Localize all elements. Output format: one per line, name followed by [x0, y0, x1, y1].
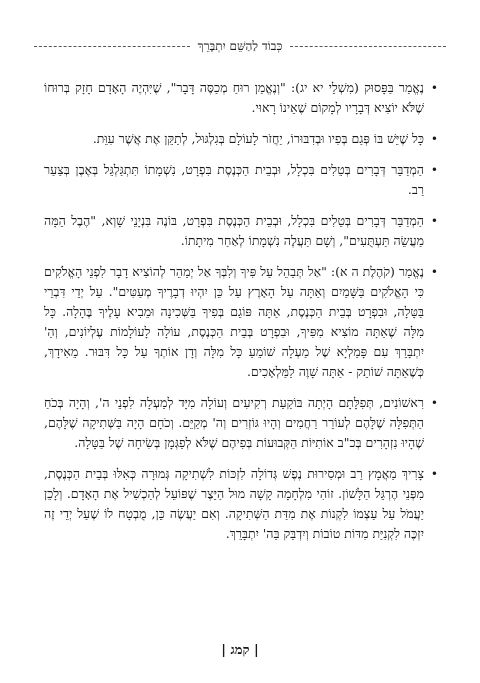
paragraph-text: כָּל שֶׁיֵּשׁ בּוֹ פְּגַם בְּפִיו וּבְדִבּוּרוֹ, יַחֲזֹר לָעוֹלָם בְּגִלְגּוּל, לְתַקֵּן אֶת אֲשֶׁר עִוֵּת.	[92, 131, 424, 146]
bullet-marker: •	[430, 132, 438, 146]
paragraph-text: הַמְדַבֵּר דְּבָרִים בְּטֵלִים בִּכְלָל, וּבְבֵית הַכְּנֶסֶת בִּפְרָט, נִשְׁמָתוֹ תִּתְגַּלְגֵּל בְּאֶבֶן בְּצַעַר רַב.	[44, 162, 424, 197]
page-body	[44, 78, 438, 555]
paragraph	[44, 129, 438, 149]
bullet-marker: •	[430, 467, 438, 481]
paragraph	[44, 464, 438, 544]
paragraph-text: רִאשׁוֹנִים, תְּפִלָּתָם הָיְתָה בּוֹקַעַת רְקִיעִים וְעוֹלָה מִיָּד לְמַעְלָה לִפְנֵי ה', וְהָיָה בְּכֹחַ הַתְּפִלָּה שֶׁלָּהֶם לְעוֹרֵר רַחֲמִים וְהָיוּ גּוֹזְרִים וְה' מְקַיֵּם. וְכֹחָם הָיָה בַּשְּׁתִיקָה שֶׁלָּהֶם, שֶׁהָיוּ נִזְהָרִים בְּכ"ב אוֹתִיּוֹת הַקְּבוּעוֹת בְּפִיהֶם שֶׁלֹּא לְפַגְּמָן בְּשִׂיחָה שֶׁל בַּטָּלָה.	[44, 395, 424, 450]
paragraph-text: נֶאֱמַר בַּפָּסוּק (מִשְׁלֵי יא יג): "וְנֶאֱמַן רוּחַ מְכַסֶּה דָּבָר", שֶׁיִּהְיֶה הָאָדָם חָזָק בְּרוּחוֹ שֶׁלֹּא יוֹצִיא דְּבָרָיו לְמָקוֹם שֶׁאֵינוֹ רָאוּי.	[44, 80, 424, 115]
bullet-marker: •	[430, 163, 438, 177]
bullet-marker: •	[430, 214, 438, 228]
bullet-marker: •	[430, 81, 438, 95]
paragraph-text: הַמְדַבֵּר דְּבָרִים בְּטֵלִים בִּכְלָל, וּבְבֵית הַכְּנֶסֶת בִּפְרָט, בּוֹנֶה בִּנְיָנֵי שָׁוְא, "הֶבֶל הֵמָּה מַעֲשֵׂה תַּעְתֻּעִים", וְשָׁם תַּעֲלֶה נִשְׁמָתוֹ לְאַחַר מִיתָתוֹ.	[44, 213, 424, 248]
bullet-marker: •	[430, 265, 438, 279]
paragraph-text: צָרִיךְ מַאֲמָץ רַב וּמְסִירוּת נֶפֶשׁ גְּדוֹלָה לִזְכּוֹת לִשְׁתִיקָה גְּמוּרָה כְּאִלּוּ בְּבֵית הַכְּנֶסֶת, מִפְּנֵי הֶרְגֵּל הַלָּשׁוֹן. זוֹהִי מִלְחָמָה קָשָׁה מוּל הַיֵּצֶר שֶׁפּוֹעֵל לְהַכְשִׁיל אֶת הָאָדָם. וְלָכֵן יַעֲמֹל עַל עַצְמוֹ לִקְנוֹת אֶת מִדַּת הַשְּׁתִיקָה. וְאִם יַעֲשֶׂה כֵּן, מֻבְטָח לוֹ שֶׁעַל יְדֵי זֶה יִזְכֶּה לִקְנִיַּת מִדּוֹת טוֹבוֹת וְיִדְבַּק בַּה' יִתְבָּרֵךְ.	[44, 466, 424, 541]
paragraph	[44, 393, 438, 453]
bullet-marker: •	[430, 396, 438, 410]
paragraph	[44, 160, 438, 200]
paragraph	[44, 211, 438, 251]
paragraph-text: נֶאֱמַר (קֹהֶלֶת ה א): "אַל תְּבַהֵל עַל פִּיךָ וְלִבְּךָ אַל יְמַהֵר לְהוֹצִיא דָבָר לִפְנֵי הָאֱלֹקִים כִּי הָאֱלֹקִים בַּשָּׁמַיִם וְאַתָּה עַל הָאָרֶץ עַל כֵּן יִהְיוּ דְבָרֶיךָ מְעַטִּים". עַל יְדֵי דִּבְרֵי בַּטָּלָה, וּבִפְרָט בְּבֵית הַכְּנֶסֶת, אַתָּה פּוֹגֵם בְּפִיךָ בַּשְּׁכִינָה וּמֵבִיא עָלֶיךָ בֶּהָלָה. כָּל מִלָּה שֶׁאַתָּה מוֹצִיא מִפִּיךָ, וּבִפְרָט בְּבֵית הַכְּנֶסֶת, עוֹלָה לָעוֹלָמוֹת עֶלְיוֹנִים, וְהַ' יִתְבָּרֵךְ עִם פָּמַלְיָא שֶׁל מַעְלָה שׁוֹמֵעַ כָּל מִלָּה וְדָן אוֹתְךָ עַל כָּל דִּבּוּר. מֵאִידָךְ, כְּשֶׁאַתָּה שׁוֹתֵק - אַתָּה שָׁוֶה לַמַּלְאָכִים.	[44, 264, 424, 379]
paragraph	[44, 262, 438, 382]
page-number: | קמג |	[221, 643, 259, 658]
running-header	[34, 38, 446, 54]
header-divider-left	[34, 46, 190, 47]
header-divider-right	[290, 46, 446, 47]
paragraph	[44, 78, 438, 118]
header-title: כְּבוֹד לַהַשֵּׁם יִתְבָּרֵךְ	[197, 38, 283, 53]
